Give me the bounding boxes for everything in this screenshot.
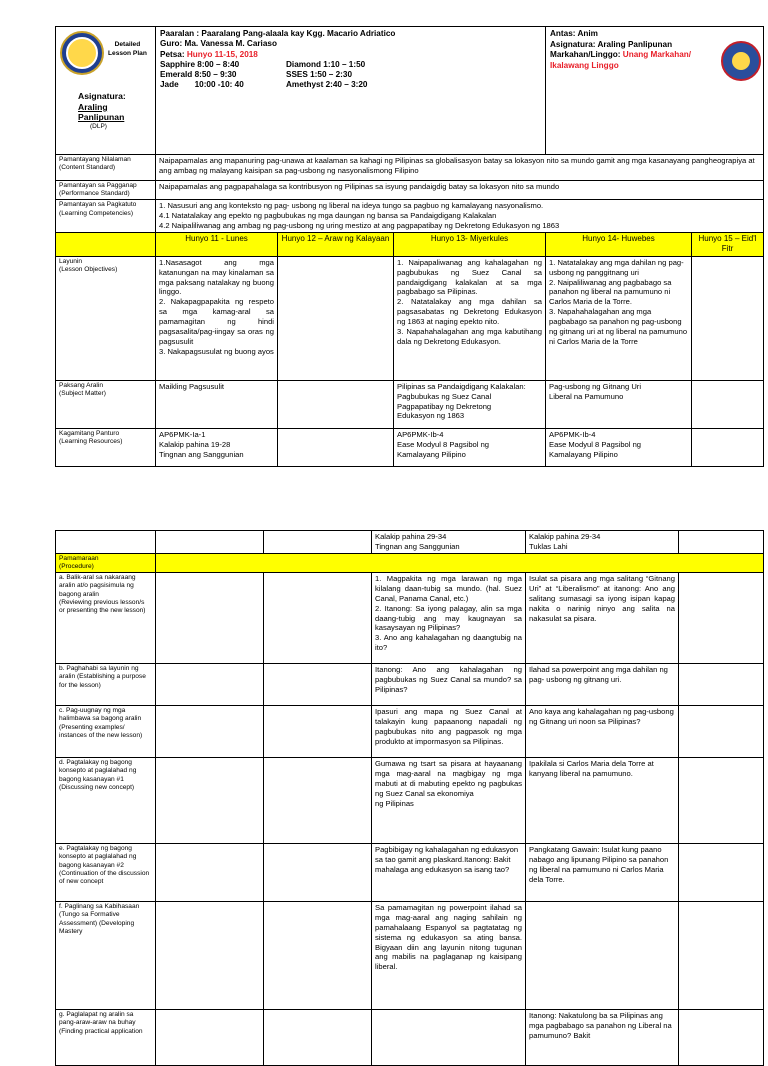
day-header-4: Hunyo 15 – Eid'l Fitr: [692, 233, 764, 257]
proc-a-cell-2: [264, 573, 372, 664]
proc-b-cell-1: [156, 664, 264, 706]
proc-f-right: [526, 902, 679, 1010]
cont-top-cell-4: Kalakip pahina 29-34 Tuklas Lahi: [526, 531, 679, 554]
proc-label-a: a. Balik-aral sa nakaraang aralin at/o pagsisimula ng bagong aralin (Reviewing previous lesson/s or presenting the new lesson): [56, 573, 156, 664]
cont-top-cell-2: [264, 531, 372, 554]
proc-d-cell-2: [264, 758, 372, 844]
standard-label-1: Pamantayan sa Pagganap (Performance Standard): [56, 181, 156, 200]
proc-e-cell-1: [156, 844, 264, 902]
proc-a-cell-1: [156, 573, 264, 664]
kagamitan-cell-2: AP6PMK-Ib-4 Ease Modyul 8 Pagsibol ng Kamalayang Pilipino: [394, 428, 546, 466]
layunin-cell-4: [692, 256, 764, 380]
header-left-cell: [56, 27, 156, 155]
proc-d-cell-1: [156, 758, 264, 844]
paksang-cell-2: Pilipinas sa Pandaigdigang Kalakalan: Pagbubukas ng Suez Canal Pagpapatibay ng Dekretong Edukasyon ng 1863: [394, 380, 546, 428]
dlp-title-line-2: Lesson Plan: [108, 49, 147, 57]
guro-text: Guro: Ma. Vanessa M. Cariaso: [160, 39, 277, 49]
lesson-plan-table-1: [55, 26, 764, 467]
procedure-band: [156, 553, 764, 572]
paksang-cell-1: [278, 380, 394, 428]
sched-0-right: Diamond 1:10 – 1:50: [286, 59, 366, 69]
lesson-plan-table-2: [55, 530, 764, 1066]
standard-text-0: Naipapamalas ang mapanuring pag-unawa at kaalaman sa kahagi ng Pilipinas sa globalisasyon batay sa lokasyon nito sa mundo gamit ang mga kasanayang pangheograpiya at ang ambag ng malayang kaisipan sa pag-usbong ng nasyonalismong Filipino: [156, 155, 764, 181]
cont-top-cell-0: [56, 531, 156, 554]
dlp-label: (DLP): [90, 123, 107, 131]
proc-label-b: b. Paghahabi sa layunin ng aralin (Establishing a purpose for the lesson): [56, 664, 156, 706]
header-right-cell: [546, 27, 764, 155]
proc-f-cell-2: [264, 902, 372, 1010]
paksang-cell-4: [692, 380, 764, 428]
proc-label-c: c. Pag-uugnay ng mga halimbawa sa bagong aralin (Presenting examples/ instances of the new lesson): [56, 706, 156, 758]
proc-c-mid: Ipasuri ang mapa ng Suez Canal at talakayin kung papaanong napadali ng pagbubukas nito ang pagpasok ng mga produkto at impormasyon sa Pilipinas.: [372, 706, 526, 758]
cont-top-cell-1: [156, 531, 264, 554]
sched-2-left: Jade 10:00 -10: 40: [160, 80, 244, 90]
row-label-layunin: Layunin (Lesson Objectives): [56, 256, 156, 380]
markahan-label: Markahan/Linggo:: [550, 50, 621, 60]
header-middle-cell: [156, 27, 546, 155]
proc-label-e: e. Pagtalakay ng bagong konsepto at paglalahad ng bagong kasanayan #2 (Continuation of the discussion of new concept: [56, 844, 156, 902]
markahan-value: Unang Markahan/ Ikalawang Linggo: [550, 50, 692, 70]
asignatura-value-2: Panlipunan: [78, 112, 125, 123]
proc-a-right: Isulat sa pisara ang mga salitang “Gitnang Uri” at “Liberalismo” at itanong: Ano ang salitang sumasagi sa iyong isipan kapag nakita o narinig ninyo ang salita na nakasulat sa pisara.: [526, 573, 679, 664]
day-header-empty: [56, 233, 156, 257]
proc-b-cell-5: [679, 664, 764, 706]
sched-1-left: Emerald 8:50 – 9:30: [160, 70, 237, 79]
asignatura-value-1: Araling: [78, 101, 108, 112]
sched-2-right: Amethyst 2:40 – 3:20: [286, 80, 368, 90]
proc-label-g: g. Paglalapat ng aralin sa pang-araw-araw na buhay (Finding practical application: [56, 1010, 156, 1066]
dlp-title-line-1: Detailed: [114, 41, 141, 48]
asignatura-label: Asignatura:: [78, 91, 126, 101]
proc-b-mid: Itanong: Ano ang kahalagahan ng pagbubukas ng Suez Canal sa mundo? sa Pilipinas?: [372, 664, 526, 706]
proc-c-cell-5: [679, 706, 764, 758]
proc-g-cell-5: [679, 1010, 764, 1066]
row-label-paksang-aralin: Paksang Aralin (Subject Matter): [56, 380, 156, 428]
proc-g-cell-2: [264, 1010, 372, 1066]
proc-b-right: Ilahad sa powerpoint ang mga dahilan ng pag- usbong ng gitnang uri.: [526, 664, 679, 706]
kagamitan-cell-1: [278, 428, 394, 466]
day-header-3: Hunyo 14- Huwebes: [546, 233, 692, 257]
sched-0-left: Sapphire 8:00 – 8:40: [160, 59, 240, 69]
proc-d-mid: Gumawa ng tsart sa pisara at hayaanang mga mag-aaral na magbigay ng mga mabuti at di mabuting epekto ng pagbukas ng Suez Canal sa ekonomiya ng Pilipinas: [372, 758, 526, 844]
cont-top-cell-3: Kalakip pahina 29-34 Tingnan ang Sanggunian: [372, 531, 526, 554]
standard-label-2: Pamantayan sa Pagkatuto (Learning Competencies): [56, 200, 156, 233]
proc-a-mid: 1. Magpakita ng mga larawan ng mga kilalang daan-tubig sa mundo. (hal. Suez Canal, Panama Canal, etc.) 2. Itanong: Sa iyong palagay, alin sa mga daang-tubig ang may kaugnayan sa kasaysayan ng Pilipinas? 3. Ano ang kahalagahan ng daangtubig na ito?: [372, 573, 526, 664]
day-header-2: Hunyo 13- Miyerkules: [394, 233, 546, 257]
proc-label-d: d. Pagtalakay ng bagong konsepto at paglalahad ng bagong kasanayan #1 (Discussing new concept): [56, 758, 156, 844]
paksang-cell-3: Pag-usbong ng Gitnang Uri Liberal na Pamumuno: [546, 380, 692, 428]
proc-a-cell-5: [679, 573, 764, 664]
proc-b-cell-2: [264, 664, 372, 706]
standard-text-2: 1. Nasusuri ang ang konteksto ng pag- usbong ng liberal na ideya tungo sa pagbuo ng kamalayang nasyonalismo. 4.1 Natatalakay ang epekto ng pagbubukas ng mga daungan ng bansa sa Pandaigdigang Kalakalan 4.2 Naipaliliwanag ang ambag ng pag-usbong ng uring mestizo at ang pagpapatibay ng Dekretong Edukasyon ng 1863: [156, 200, 764, 233]
kagamitan-cell-0: AP6PMK-Ia-1 Kalakip pahina 19-28 Tingnan ang Sanggunian: [156, 428, 278, 466]
proc-e-right: Pangkatang Gawain: Isulat kung paano nabago ang lipunang Pilipino sa panahon ng liberal na pamumuno ni Carlos Maria dela Torre.: [526, 844, 679, 902]
sched-1-right: SSES 1:50 – 2:30: [286, 70, 352, 79]
proc-d-right: Ipakilala si Carlos Maria dela Torre at kanyang liberal na pamumuno.: [526, 758, 679, 844]
layunin-cell-3: 1. Natatalakay ang mga dahilan ng pag-usbong ng panggitnang uri 2. Naipaliliwanag ang pagbabago sa panahon ng liberal na pamumuno ni Carlos Maria de la Torre. 3. Napahahalagahan ang mga pagbabago sa panahon ng pag-usbong ng gitnang uri at ng liberal na pamumuno ni Carlos Maria de la Torre: [546, 256, 692, 380]
standard-label-0: Pamantayang Nilalaman (Content Standard): [56, 155, 156, 181]
proc-f-mid: Sa pamamagitan ng powerpoint ilahad sa mga mag-aaral ang naging sahilain ng pamahalaang Espanyol sa pagtatatag ng sistema ng edukasyon sa ating bansa. Bigyaan diin ang layunin nitong tugunan ang mabilis na paglaganap ng kaisipang liberal.: [372, 902, 526, 1010]
proc-label-f: f. Paglinang sa Kabihasaan (Tungo sa Formative Assessment) (Developing Mastery: [56, 902, 156, 1010]
row-label-kagamitang-panturo: Kagamitang Panturo (Learning Resources): [56, 428, 156, 466]
deped-seal-icon: [721, 41, 761, 81]
petsa-value: Hunyo 11-15, 2018: [186, 49, 258, 59]
proc-d-cell-5: [679, 758, 764, 844]
asignatura-right-text: Asignatura: Araling Panlipunan: [550, 39, 673, 49]
antas-text: Antas: Anim: [550, 29, 598, 38]
lesson-plan-page-1: [55, 26, 768, 467]
layunin-cell-2: 1. Naipapaliwanag ang kahalagahan ng pagbubukas ng Suez Canal sa pandaigdigang kalakalan at sa mga pagbabago sa Pilipinas. 2. Natatalakay ang mga dahilan sa pagsasabatas ng Dekretong Edukasyon ng 1863 at naging epekto nito. 3. Napahahalagahan ang mga kabutihang dala ng Dekretong Edukasyon.: [394, 256, 546, 380]
proc-c-cell-2: [264, 706, 372, 758]
proc-g-cell-1: [156, 1010, 264, 1066]
kagamitan-cell-4: [692, 428, 764, 466]
proc-e-cell-5: [679, 844, 764, 902]
layunin-cell-0: 1.Nasasagot ang mga katanungan na may kinalaman sa mga paksang natalakay ng buong linggo. 2. Nakapagpapakita ng respeto sa mga kamag-aral sa pamamagitan ng hindi pagsasalita/pag-iingay sa oras ng pagsusulit 3. Nakapagsusulat ng buong ayos: [156, 256, 278, 380]
proc-g-right: Itanong: Nakatulong ba sa Pilipinas ang mga pagbabago sa panahon ng Liberal na pamumuno? Bakit: [526, 1010, 679, 1066]
proc-e-cell-2: [264, 844, 372, 902]
petsa-label: Petsa:: [160, 49, 185, 59]
proc-f-cell-1: [156, 902, 264, 1010]
proc-g-mid: [372, 1010, 526, 1066]
procedure-label: Pamamaraan (Procedure): [56, 553, 156, 572]
standard-text-1: Naipapamalas ang pagpapahalaga sa kontribusyon ng Pilipinas sa isyung pandaigdig batay sa lokasyon nito sa mundo: [156, 181, 764, 200]
school-seal-icon: [60, 31, 104, 75]
proc-c-cell-1: [156, 706, 264, 758]
cont-top-cell-5: [679, 531, 764, 554]
kagamitan-cell-3: AP6PMK-Ib-4 Ease Modyul 8 Pagsibol ng Kamalayang Pilipino: [546, 428, 692, 466]
day-header-0: Hunyo 11 - Lunes: [156, 233, 278, 257]
layunin-cell-1: [278, 256, 394, 380]
proc-e-mid: Pagbibigay ng kahalagahan ng edukasyon sa tao gamit ang plaskard.Itanong: Bakit mahalaga ang edukasyon sa isang tao?: [372, 844, 526, 902]
proc-c-right: Ano kaya ang kahalagahan ng pag-usbong ng Gitnang uri noon sa Pilipinas?: [526, 706, 679, 758]
paaralan-text: Paaralan : Paaralang Pang-alaala kay Kgg. Macario Adriatico: [160, 29, 396, 38]
day-header-1: Hunyo 12 – Araw ng Kalayaan: [278, 233, 394, 257]
proc-f-cell-5: [679, 902, 764, 1010]
lesson-plan-page-2: [55, 530, 768, 1066]
paksang-cell-0: Maikling Pagsusulit: [156, 380, 278, 428]
